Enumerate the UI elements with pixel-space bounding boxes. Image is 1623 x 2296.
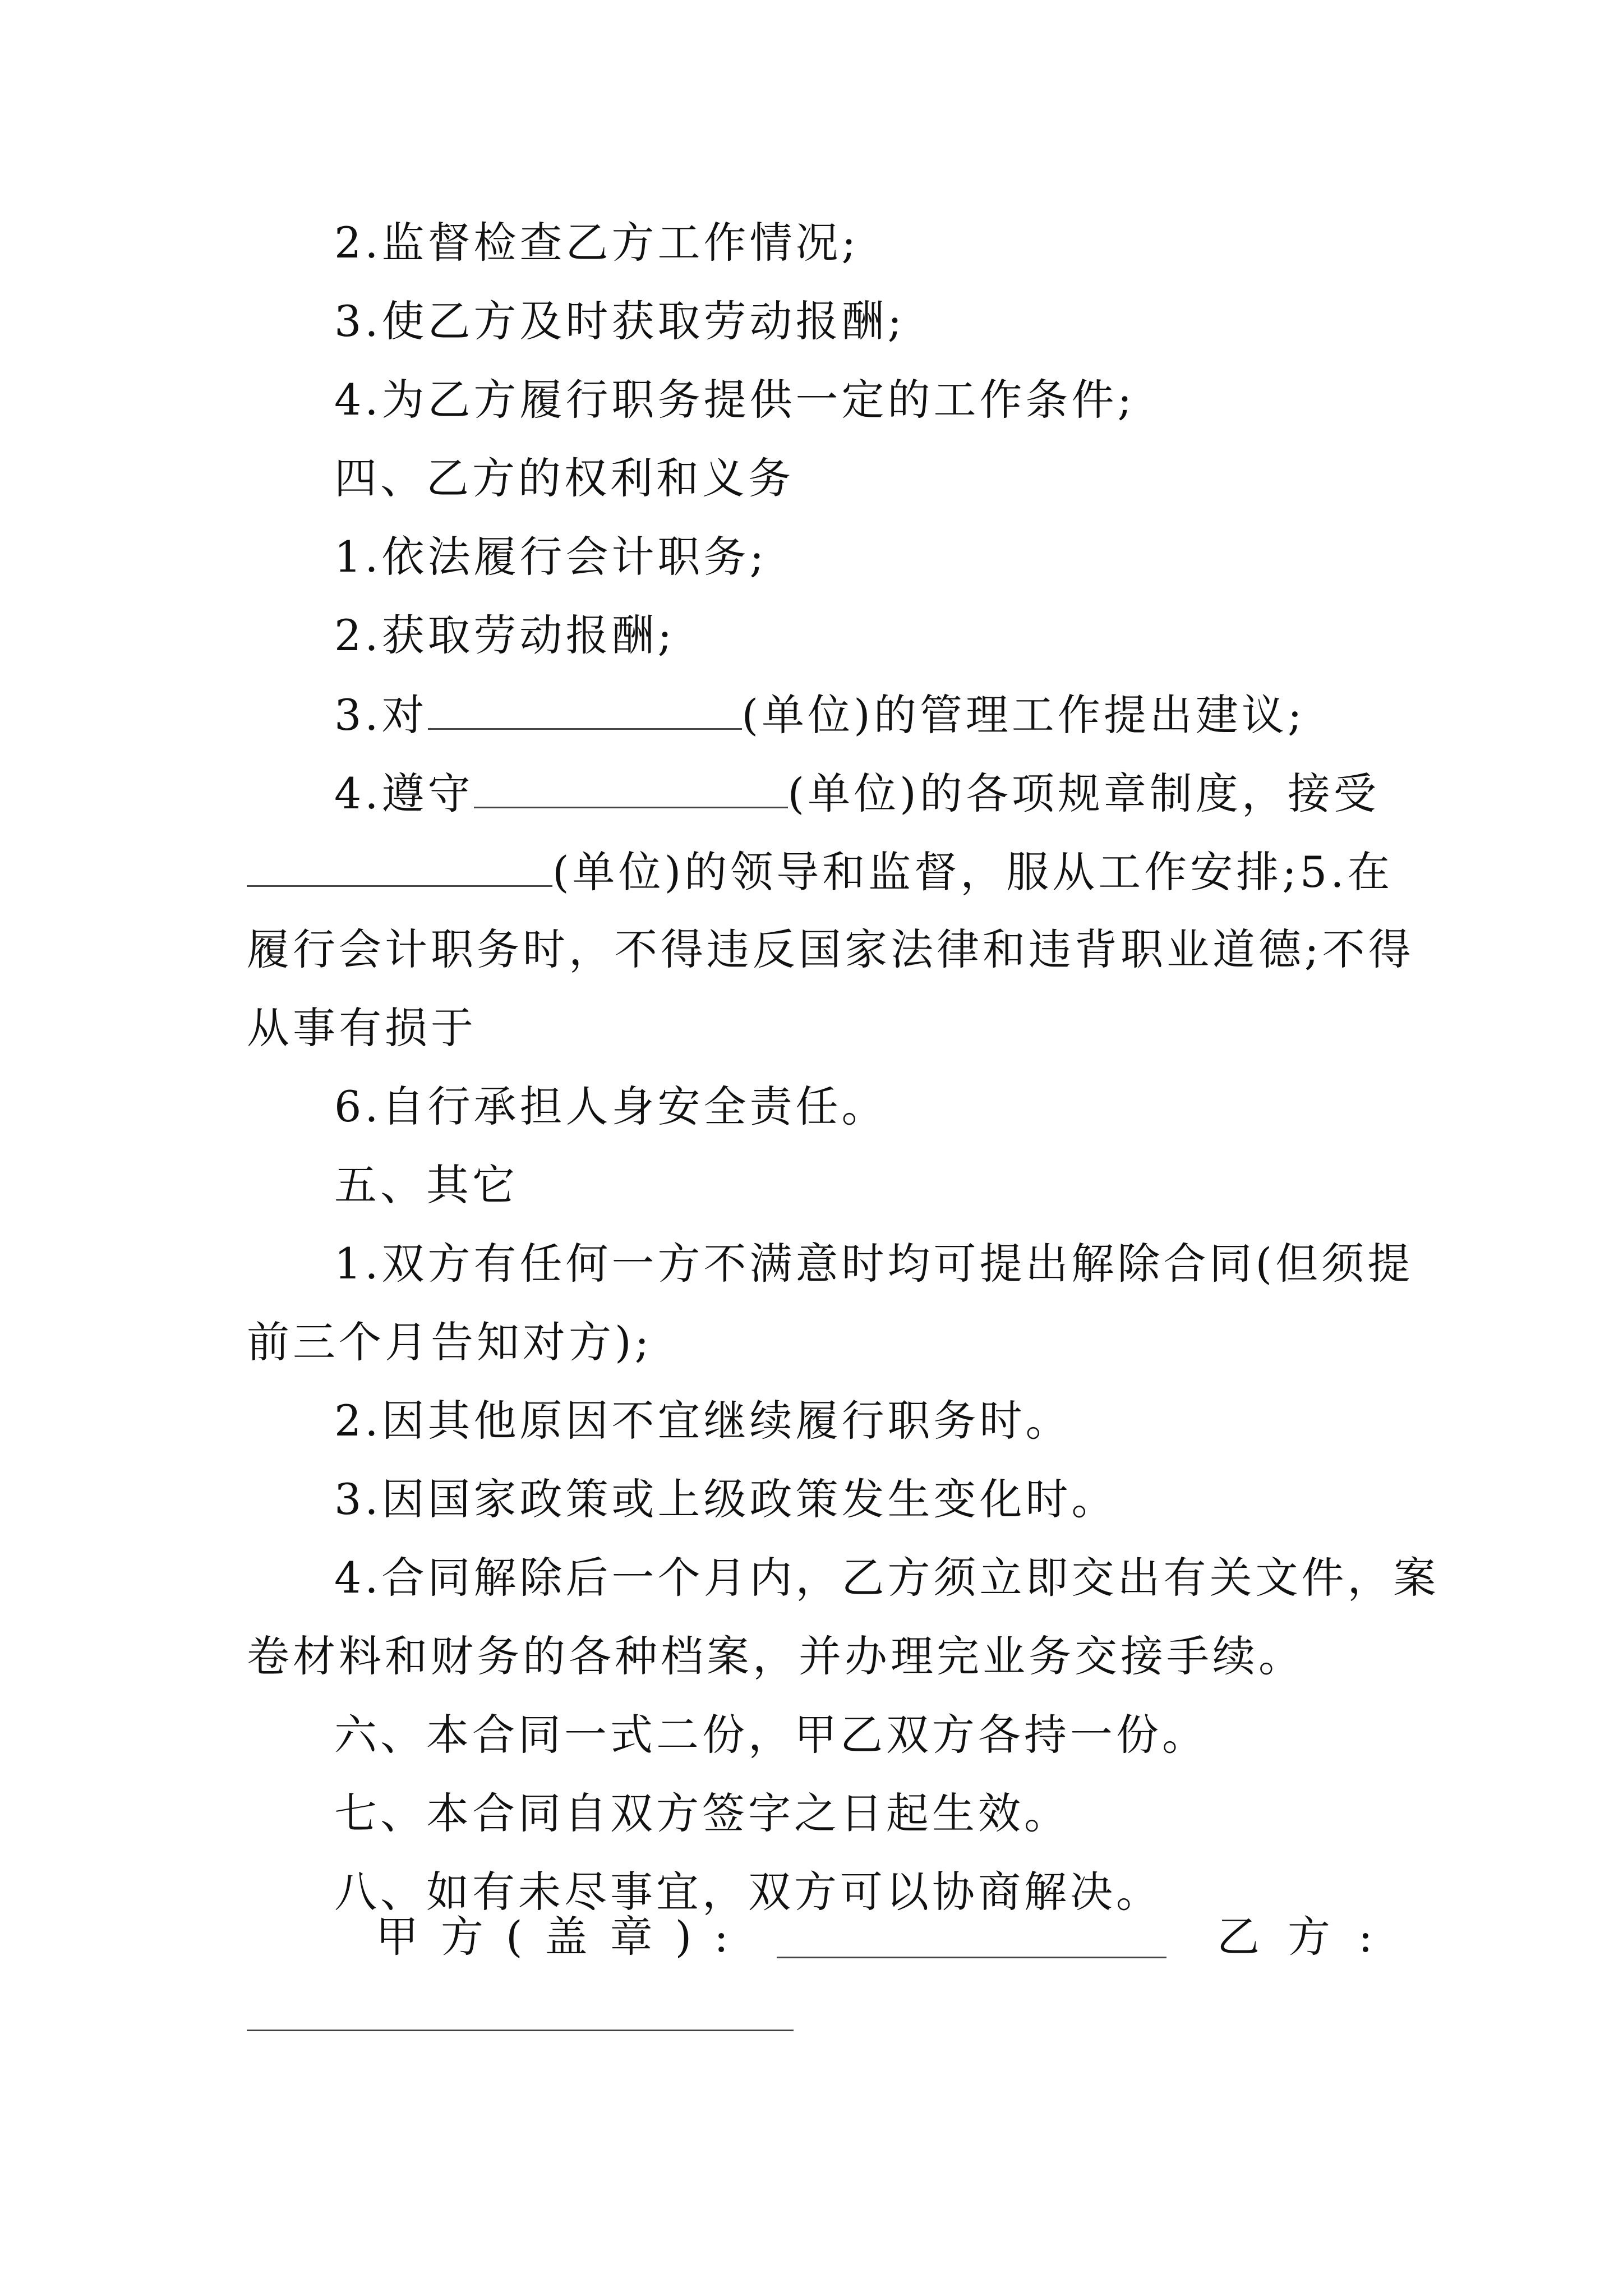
- fill-blank: [428, 689, 742, 730]
- clause-line: 履行会计职务时，不得违反国家法律和违背职业道德;不得: [247, 924, 1414, 974]
- clause-item3: [334, 689, 1382, 740]
- clause-line: 3.因国家政策或上级政策发生变化时。: [334, 1474, 1118, 1524]
- party-a-signature-line: [777, 1957, 1166, 1958]
- party-b-label: 乙方:: [1217, 1912, 1401, 1962]
- clause-item4: [334, 767, 1382, 819]
- clause-line: 2.监督检查乙方工作情况;: [334, 218, 860, 268]
- clause-text: (单位)的各项规章制度，接受: [787, 769, 1380, 818]
- clause-line: 1.双方有任何一方不满意时均可提出解除合同(但须提: [334, 1239, 1414, 1289]
- clause-text: 3.对: [334, 690, 428, 740]
- clause-item4-cont: [247, 846, 1394, 898]
- clause-line: 从事有损于: [247, 1003, 477, 1053]
- section-heading: 七、本合同自双方签字之日起生效。: [334, 1788, 1070, 1838]
- clause-text: (单位)的管理工作提出建议;: [741, 690, 1306, 740]
- section-heading: 四、乙方的权利和义务: [334, 453, 794, 503]
- clause-text: (单位)的领导和监督，服从工作安排;5.在: [552, 847, 1394, 897]
- clause-line: 卷材料和财务的各种档案，并办理完业务交接手续。: [247, 1631, 1304, 1681]
- clause-line: 4.为乙方履行职务提供一定的工作条件;: [334, 375, 1136, 425]
- party-b-signature-line: [247, 2030, 794, 2031]
- clause-line: 6.自行承担人身安全责任。: [334, 1082, 888, 1131]
- fill-blank: [474, 767, 788, 808]
- clause-line: 2.因其他原因不宜继续履行职务时。: [334, 1396, 1072, 1446]
- section-heading: 八、如有未尽事宜，双方可以协商解决。: [334, 1867, 1162, 1917]
- section-heading: 六、本合同一式二份，甲乙双方各持一份。: [334, 1710, 1208, 1760]
- clause-line: 3.使乙方及时获取劳动报酬;: [334, 296, 906, 346]
- clause-line: 前三个月告知对方);: [247, 1317, 653, 1367]
- clause-line: 4.合同解除后一个月内，乙方须立即交出有关文件，案: [334, 1553, 1440, 1603]
- fill-blank: [247, 846, 552, 887]
- section-heading: 五、其它: [334, 1160, 518, 1210]
- clause-text: 4.遵守: [334, 769, 474, 818]
- clause-line: 2.获取劳动报酬;: [334, 610, 676, 660]
- party-a-label: 甲方(盖章):: [376, 1912, 751, 1962]
- clause-line: 1.依法履行会计职务;: [334, 532, 768, 582]
